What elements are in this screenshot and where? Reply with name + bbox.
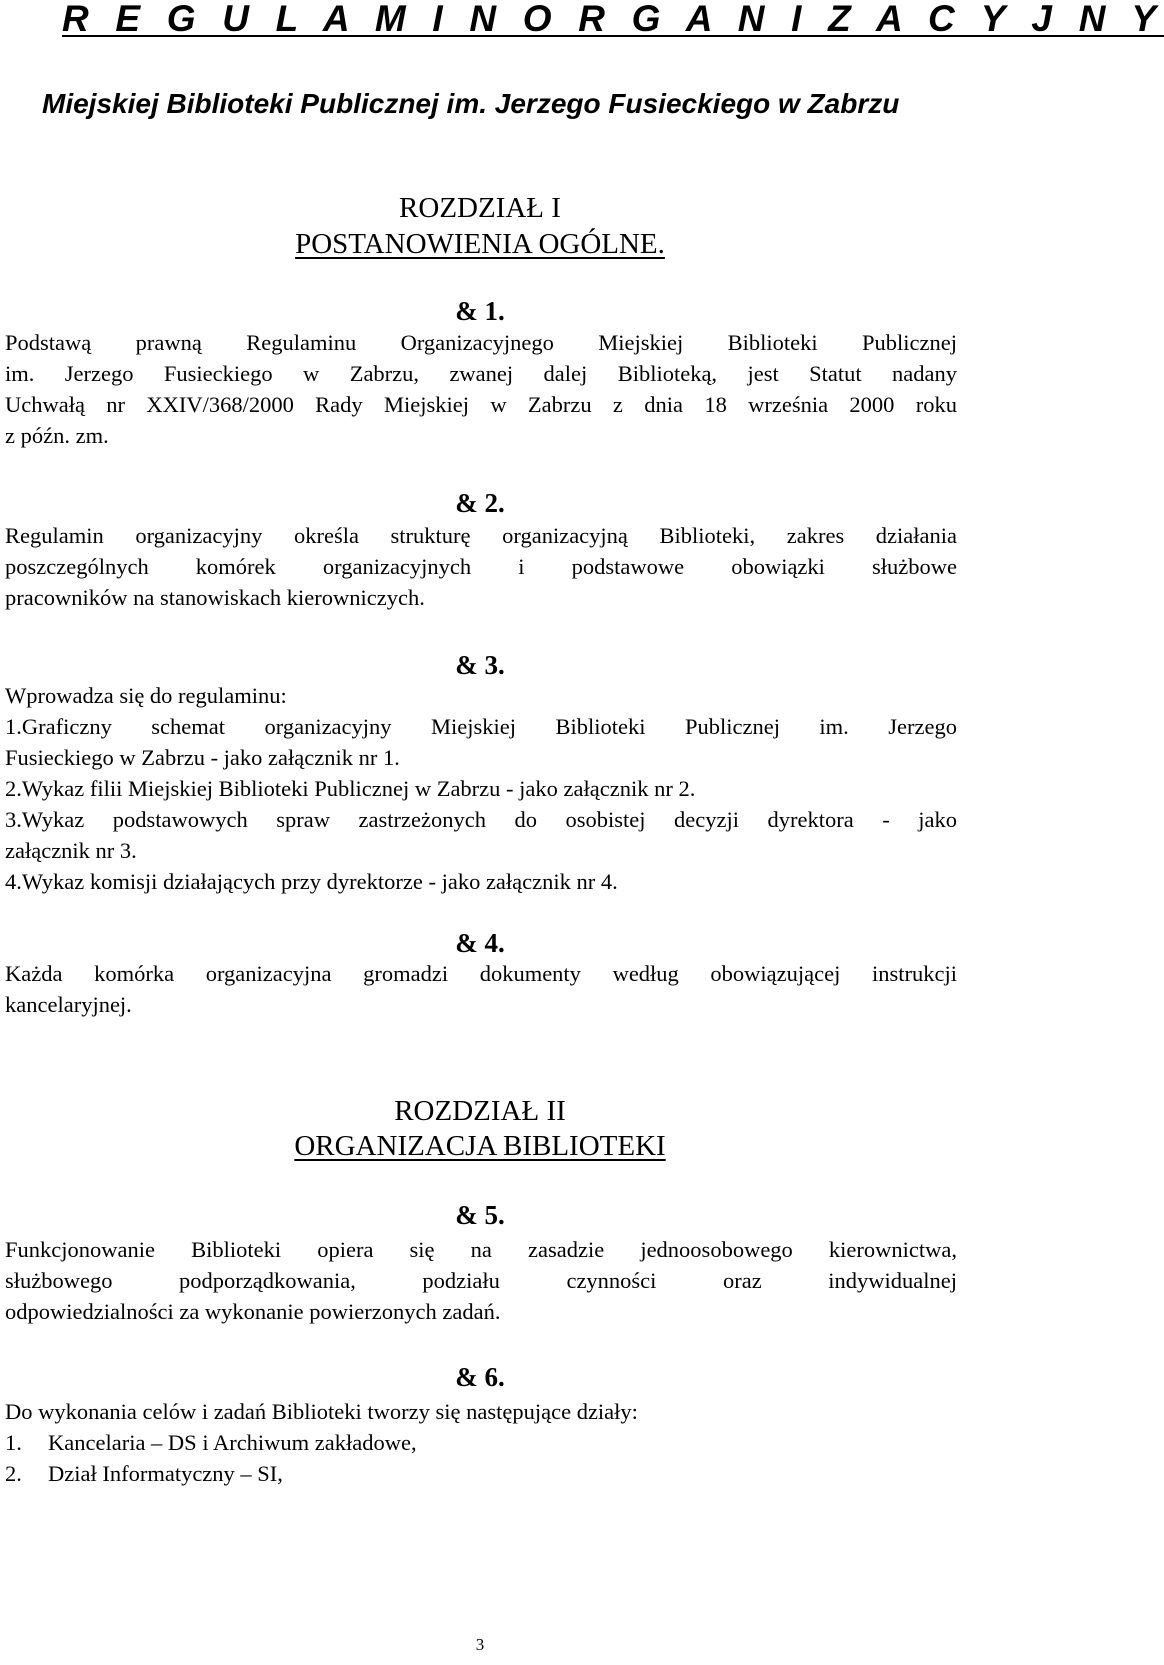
paragraph-1-line: Podstawą prawną Regulaminu Organizacyjnego Miejskiej Biblioteki Publicznej (5, 330, 957, 355)
paragraph-1-mark: & 1. (455, 296, 505, 326)
chapter-1-title: POSTANOWIENIA OGÓLNE. (295, 228, 665, 260)
paragraph-1-text (5, 327, 957, 451)
list-item-text: Dział Informatyczny – SI, (48, 1461, 283, 1486)
paragraph-3-line: 2.Wykaz filii Miejskiej Biblioteki Publicznej w Zabrzu - jako załącznik nr 2. (5, 776, 696, 801)
paragraph-5-line: Funkcjonowanie Biblioteki opiera się na zasadzie jednoosobowego kierownictwa, (5, 1237, 957, 1262)
paragraph-4-mark: & 4. (455, 928, 505, 958)
paragraph-5-line: odpowiedzialności za wykonanie powierzonych zadań. (5, 1299, 501, 1324)
document-subtitle: Miejskiej Biblioteki Publicznej im. Jerzego Fusieckiego w Zabrzu (42, 88, 900, 119)
list-item-text: Kancelaria – DS i Archiwum zakładowe, (48, 1430, 417, 1455)
paragraph-4-text (5, 958, 957, 1020)
paragraph-3-intro: Wprowadza się do regulaminu: (5, 683, 287, 708)
paragraph-6-intro: Do wykonania celów i zadań Biblioteki tworzy się następujące działy: (5, 1399, 638, 1424)
paragraph-1-line: Uchwałą nr XXIV/368/2000 Rady Miejskiej w Zabrzu z dnia 18 września 2000 roku (5, 392, 957, 417)
page-number: 3 (475, 1635, 485, 1654)
list-item-number: 2. (5, 1461, 22, 1486)
paragraph-3-line: 1.Graficzny schemat organizacyjny Miejskiej Biblioteki Publicznej im. Jerzego (5, 714, 957, 739)
paragraph-2-line: poszczególnych komórek organizacyjnych i podstawowe obowiązki służbowe (5, 554, 957, 579)
paragraph-3-mark: & 3. (455, 650, 505, 680)
paragraph-3-line: 3.Wykaz podstawowych spraw zastrzeżonych do osobistej decyzji dyrektora - jako (5, 807, 957, 832)
paragraph-5-mark: & 5. (455, 1200, 505, 1230)
list-item-number: 1. (5, 1430, 22, 1455)
chapter-2-title: ORGANIZACJA BIBLIOTEKI (294, 1130, 666, 1162)
paragraph-1-line: z późn. zm. (5, 423, 109, 448)
paragraph-4-line: kancelaryjnej. (5, 992, 132, 1017)
paragraph-2-text (5, 520, 957, 613)
paragraph-6-text (5, 1396, 957, 1489)
paragraph-5-text (5, 1234, 957, 1327)
paragraph-4-line: Każda komórka organizacyjna gromadzi dokumenty według obowiązującej instrukcji (5, 961, 957, 986)
paragraph-3-text (5, 680, 957, 897)
chapter-2-number: ROZDZIAŁ II (394, 1095, 566, 1127)
paragraph-3-line: Fusieckiego w Zabrzu - jako załącznik nr 1. (5, 745, 400, 770)
paragraph-2-mark: & 2. (455, 488, 505, 518)
paragraph-3-line: załącznik nr 3. (5, 838, 137, 863)
document-title: R E G U L A M I N O R G A N I Z A C Y J N Y (62, 0, 1164, 39)
paragraph-1-line: im. Jerzego Fusieckiego w Zabrzu, zwanej dalej Biblioteką, jest Statut nadany (5, 361, 957, 386)
paragraph-6-mark: & 6. (455, 1362, 505, 1392)
paragraph-3-line: 4.Wykaz komisji działających przy dyrektorze - jako załącznik nr 4. (5, 869, 618, 894)
paragraph-5-line: służbowego podporządkowania, podziału czynności oraz indywidualnej (5, 1268, 957, 1293)
list-item (5, 1458, 957, 1489)
paragraph-2-line: pracowników na stanowiskach kierowniczych. (5, 585, 425, 610)
chapter-1-number: ROZDZIAŁ I (399, 192, 561, 224)
paragraph-2-line: Regulamin organizacyjny określa strukturę organizacyjną Biblioteki, zakres działania (5, 523, 957, 548)
list-item (5, 1427, 957, 1458)
